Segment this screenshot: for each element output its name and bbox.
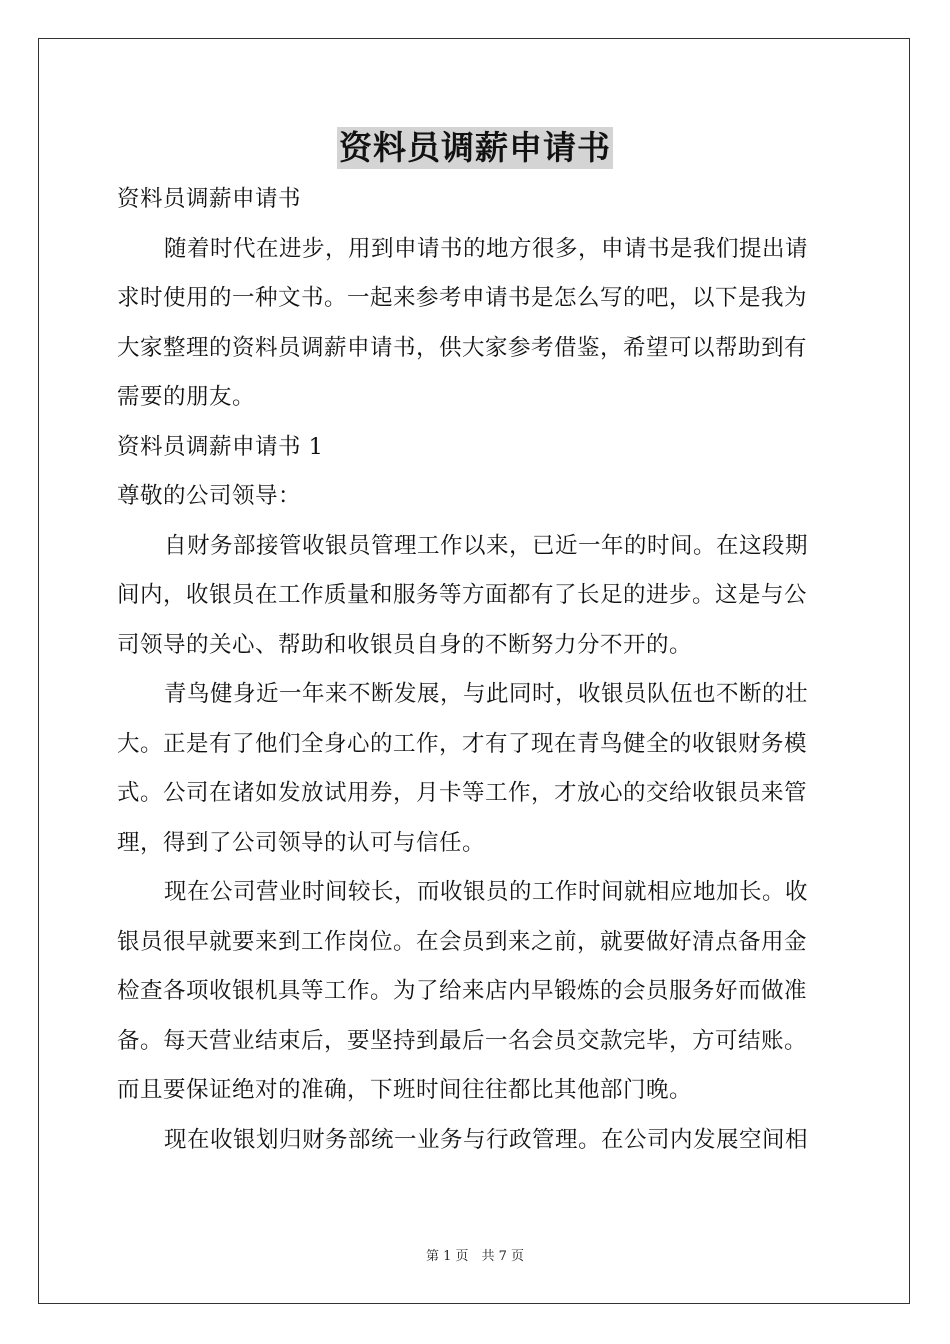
- text-line: 备。每天营业结束后，要坚持到最后一名会员交款完毕，方可结账。: [117, 1027, 808, 1054]
- text-line: 青鸟健身近一年来不断发展，与此同时，收银员队伍也不断的壮: [164, 681, 809, 707]
- text-line: 大。正是有了他们全身心的工作，才有了现在青鸟健全的收银财务模: [117, 730, 808, 757]
- text-line: 尊敬的公司领导：: [117, 483, 302, 509]
- text-line: 随着时代在进步，用到申请书的地方很多，申请书是我们提出请: [164, 235, 809, 262]
- text-line: 现在收银划归财务部统一业务与行政管理。在公司内发展空间相: [164, 1126, 809, 1153]
- text-line: 需要的朋友。: [117, 384, 256, 410]
- text-line: 大家整理的资料员调薪申请书，供大家参考借鉴，希望可以帮助到有: [117, 334, 808, 361]
- text-line: 现在公司营业时间较长，而收银员的工作时间就相应地加长。收: [164, 879, 809, 905]
- text-line: 自财务部接管收银员管理工作以来，已近一年的时间。在这段期: [164, 532, 809, 559]
- text-line: 求时使用的一种文书。一起来参考申请书是怎么写的吧，以下是我为: [117, 285, 808, 311]
- document-body: [117, 175, 833, 1165]
- text-line: 间内，收银员在工作质量和服务等方面都有了长足的进步。这是与公: [117, 582, 808, 608]
- text-line: 式。公司在诸如发放试用券，月卡等工作，才放心的交给收银员来管: [117, 780, 808, 806]
- text-line: 而且要保证绝对的准确，下班时间往往都比其他部门晚。: [117, 1077, 693, 1103]
- title-container: [0, 127, 950, 169]
- text-line: 银员很早就要来到工作岗位。在会员到来之前，就要做好清点备用金: [117, 928, 808, 955]
- text-line: 资料员调薪申请书 1: [117, 433, 324, 460]
- page-footer: 第 1 页 共 7 页: [425, 1249, 525, 1264]
- document-title: 资料员调薪申请书: [339, 128, 611, 167]
- text-line: 资料员调薪申请书: [117, 186, 302, 212]
- text-line: 司领导的关心、帮助和收银员自身的不断努力分不开的。: [117, 631, 693, 658]
- text-line: 理，得到了公司领导的认可与信任。: [117, 829, 486, 856]
- text-line: 检查各项收银机具等工作。为了给来店内早锻炼的会员服务好而做准: [117, 978, 808, 1004]
